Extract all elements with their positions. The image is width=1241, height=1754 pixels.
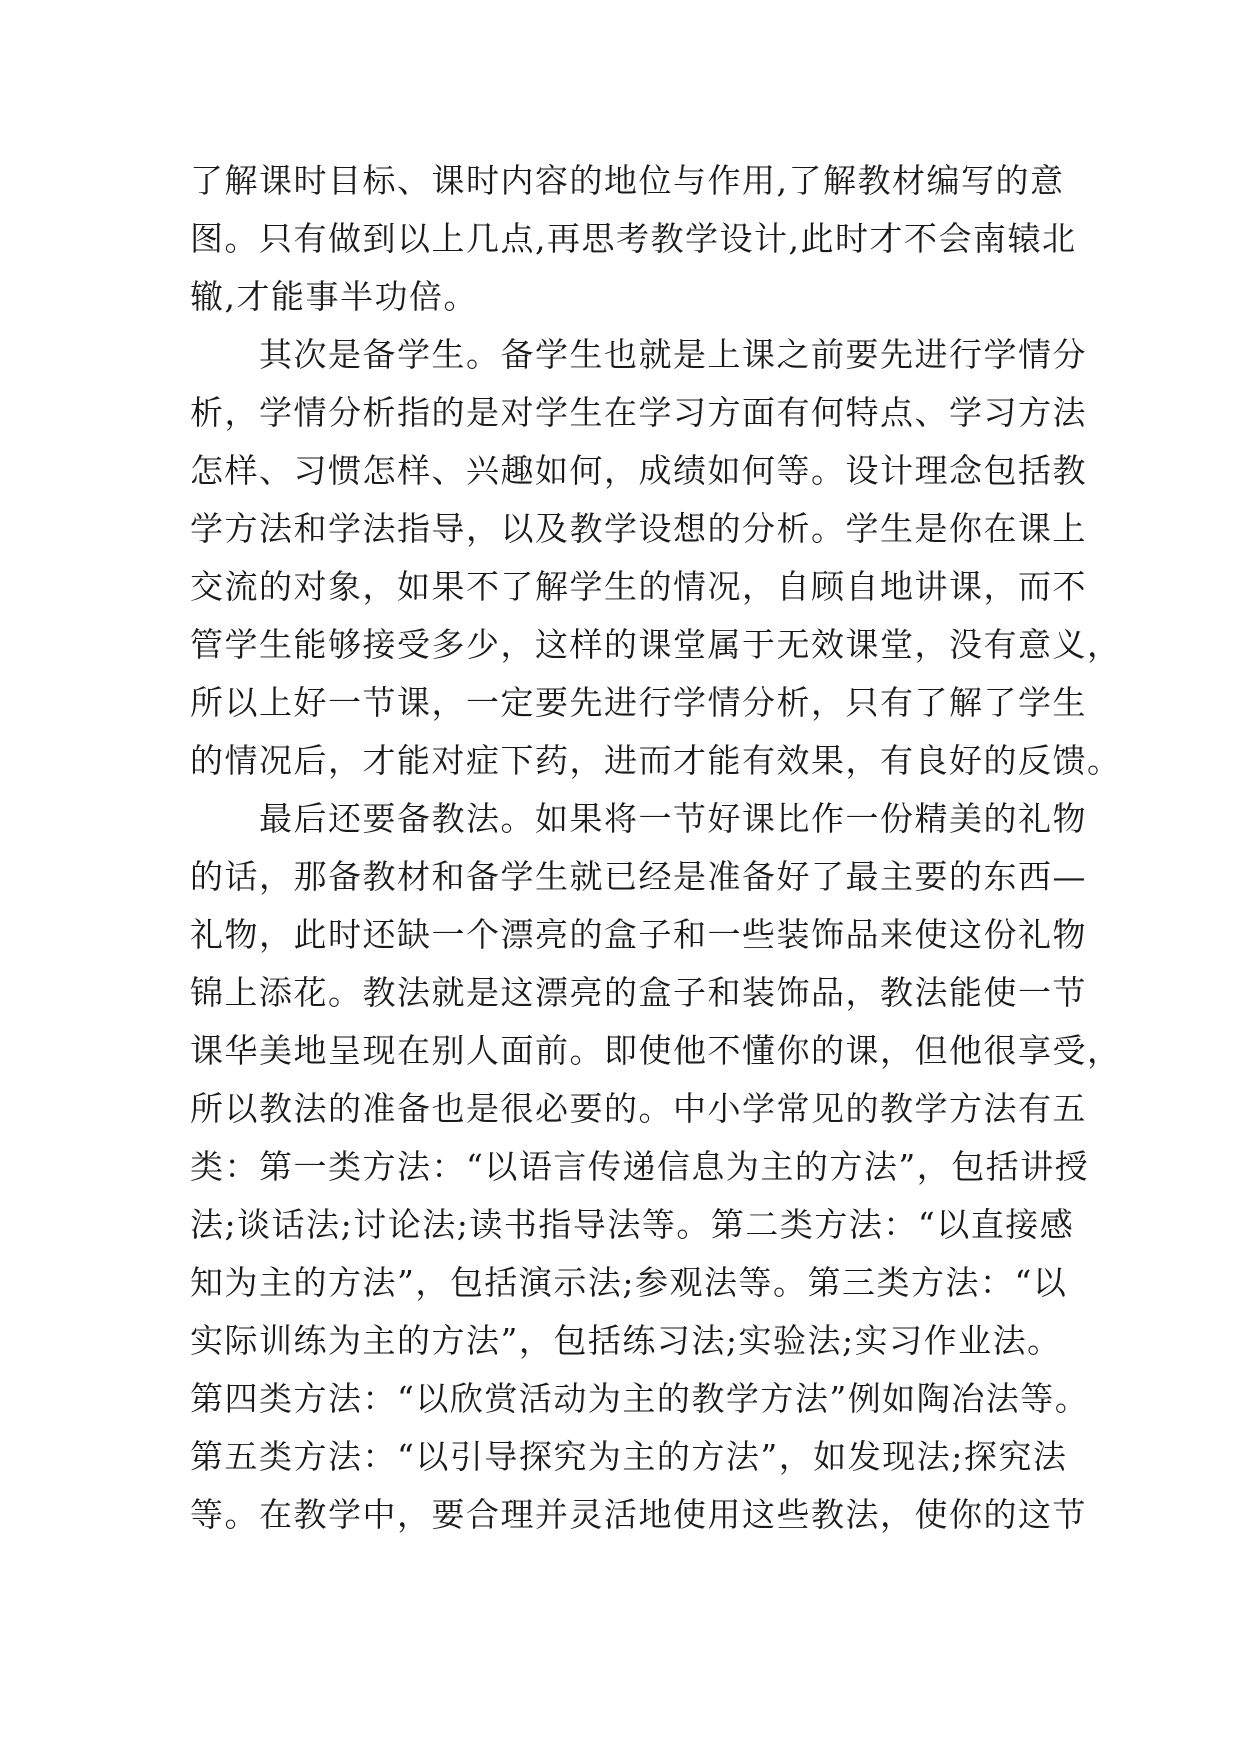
text-line: 交流的对象，如果不了解学生的情况，自顾自地讲课，而不 (190, 567, 1087, 606)
text-line: 第四类方法：“以欣赏活动为主的教学方法”例如陶冶法等。 (190, 1379, 1090, 1418)
text-line: 第五类方法：“以引导探究为主的方法”，如发现法;探究法 (190, 1437, 1068, 1476)
text-line: 其次是备学生。备学生也就是上课之前要先进行学情分 (190, 335, 1087, 374)
text-line: 所以教法的准备也是很必要的。中小学常见的教学方法有五 (190, 1089, 1087, 1128)
text-line: 最后还要备教法。如果将一节好课比作一份精美的礼物 (190, 799, 1087, 838)
text-line: 礼物，此时还缺一个漂亮的盒子和一些装饰品来使这份礼物 (190, 915, 1087, 954)
text-line: 怎样、习惯怎样、兴趣如何，成绩如何等。设计理念包括教 (190, 451, 1087, 490)
paragraph-3 (190, 790, 1122, 1544)
text-line: 所以上好一节课，一定要先进行学情分析，只有了解了学生 (190, 683, 1087, 722)
text-line: 锦上添花。教法就是这漂亮的盒子和装饰品，教法能使一节 (190, 973, 1087, 1012)
text-line: 知为主的方法”，包括演示法;参观法等。第三类方法：“以 (190, 1263, 1068, 1302)
text-line: 了解课时目标、课时内容的地位与作用,了解教材编写的意 (190, 161, 1065, 200)
text-line: 的话，那备教材和备学生就已经是准备好了最主要的东西— (190, 857, 1087, 896)
text-line: 法;谈话法;讨论法;读书指导法等。第二类方法：“以直接感 (190, 1205, 1075, 1244)
body-text (190, 152, 1122, 1544)
text-line: 辙,才能事半功倍。 (190, 277, 478, 316)
text-line: 课华美地呈现在别人面前。即使他不懂你的课，但他很享受， (190, 1031, 1122, 1070)
text-line: 类：第一类方法：“以语言传递信息为主的方法”，包括讲授 (190, 1147, 1090, 1186)
paragraph-1 (190, 152, 1077, 326)
text-line: 图。只有做到以上几点,再思考教学设计,此时才不会南辕北 (190, 219, 1077, 258)
text-line: 的情况后，才能对症下药，进而才能有效果，有良好的反馈。 (190, 741, 1122, 780)
paragraph-2 (190, 326, 1122, 790)
text-line: 实际训练为主的方法”，包括练习法;实验法;实习作业法。 (190, 1321, 1062, 1360)
text-line: 等。在教学中，要合理并灵活地使用这些教法，使你的这节 (190, 1495, 1087, 1534)
text-line: 析，学情分析指的是对学生在学习方面有何特点、学习方法 (190, 393, 1087, 432)
text-line: 学方法和学法指导，以及教学设想的分析。学生是你在课上 (190, 509, 1087, 548)
text-line: 管学生能够接受多少，这样的课堂属于无效课堂，没有意义， (190, 625, 1122, 664)
